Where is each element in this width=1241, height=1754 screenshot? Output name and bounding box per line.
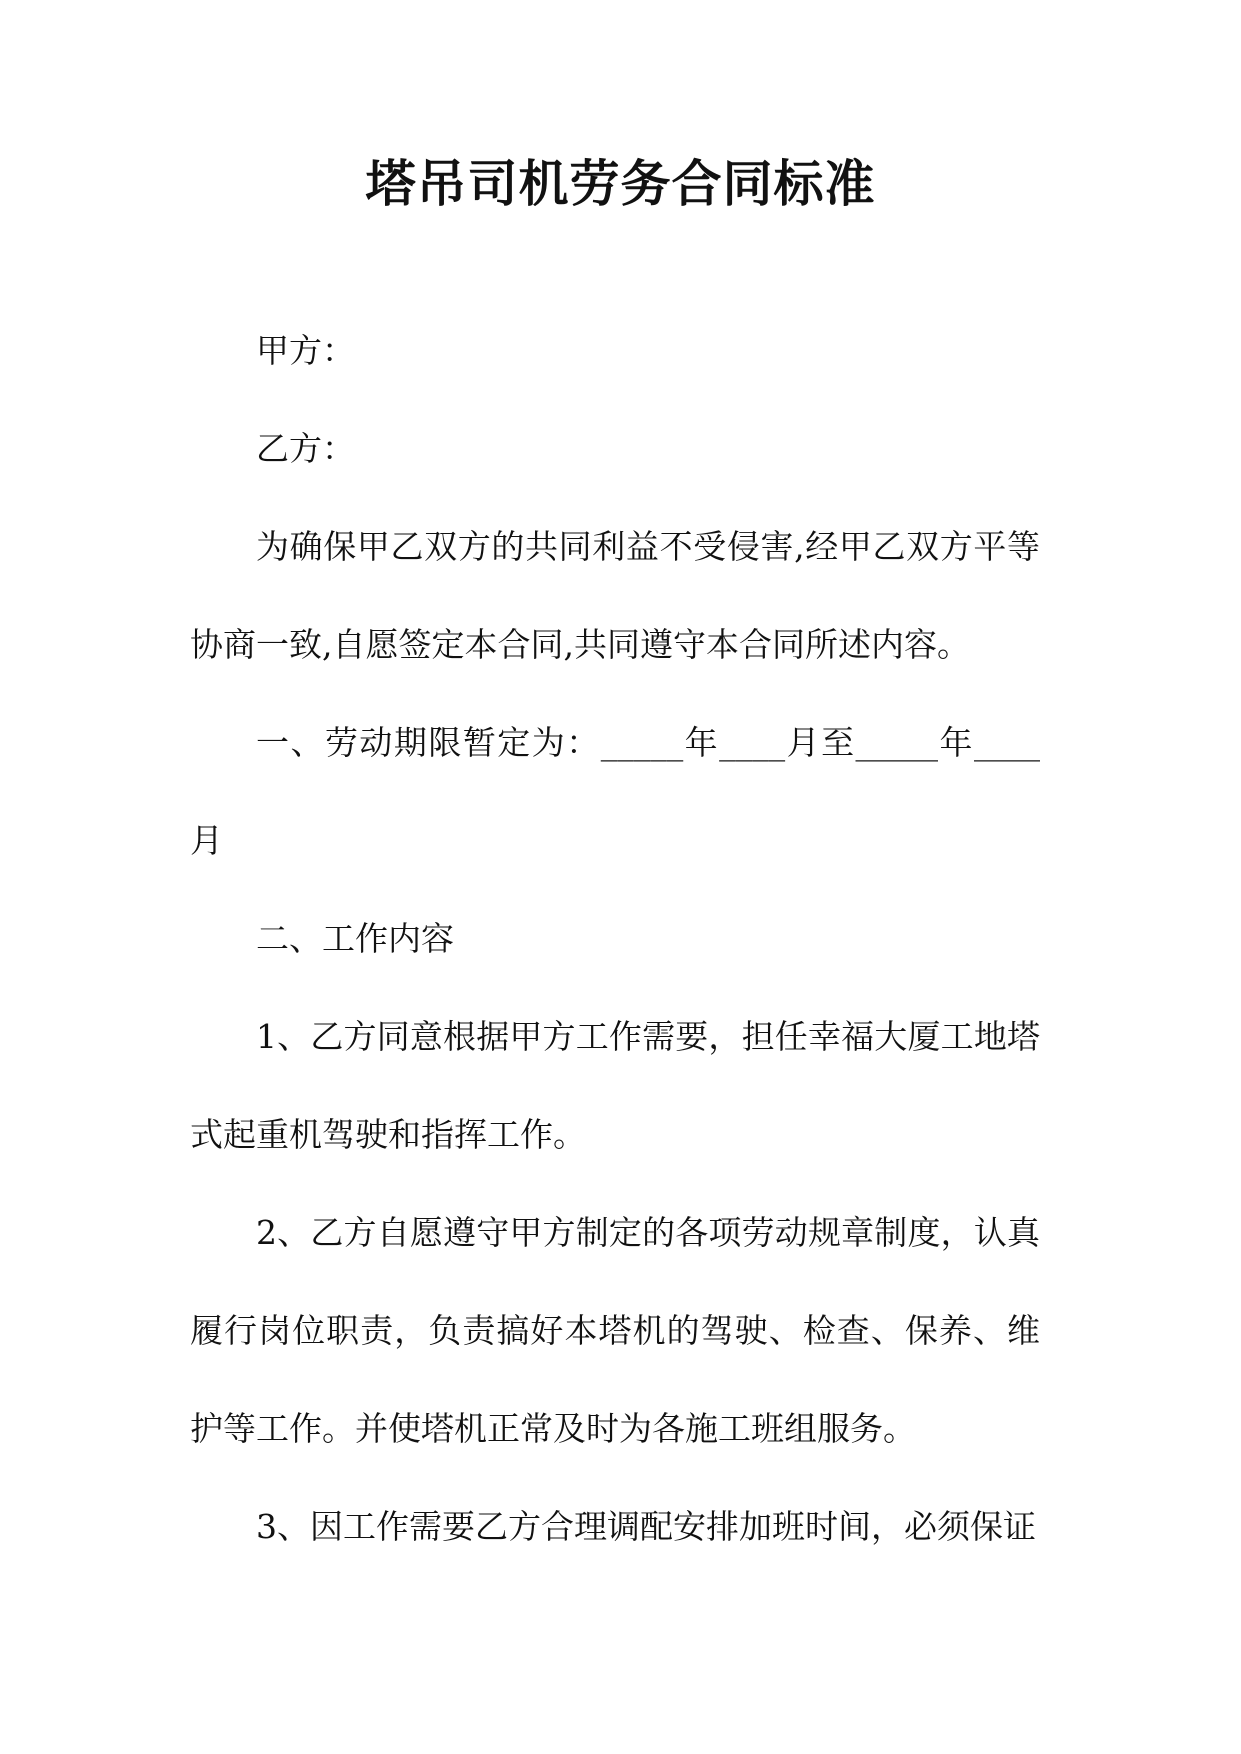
clause-3: 3、因工作需要乙方合理调配安排加班时间，必须保证: [256, 1507, 1036, 1546]
preamble-paragraph: 为确保甲乙双方的共同利益不受侵害,经甲乙双方平等协商一致,自愿签定本合同,共同遵守本合同所述内容。: [190, 527, 1040, 664]
party-b-line: 乙方：: [256, 429, 355, 468]
party-a-line: 甲方：: [256, 331, 355, 370]
document-title: 塔吊司机劳务合同标准: [365, 155, 876, 213]
document-body: [190, 302, 1040, 1576]
clause-1: 1、乙方同意根据甲方工作需要，担任幸福大厦工地塔式起重机驾驶和指挥工作。: [190, 1017, 1040, 1154]
term-clause: 一、劳动期限暂定为：_____年____月至_____年____月: [190, 723, 1040, 860]
section-heading-work-content: 二、工作内容: [256, 919, 454, 958]
clause-2: 2、乙方自愿遵守甲方制定的各项劳动规章制度，认真履行岗位职责，负责搞好本塔机的驾驶、检查、保养、维护等工作。并使塔机正常及时为各施工班组服务。: [190, 1213, 1040, 1448]
